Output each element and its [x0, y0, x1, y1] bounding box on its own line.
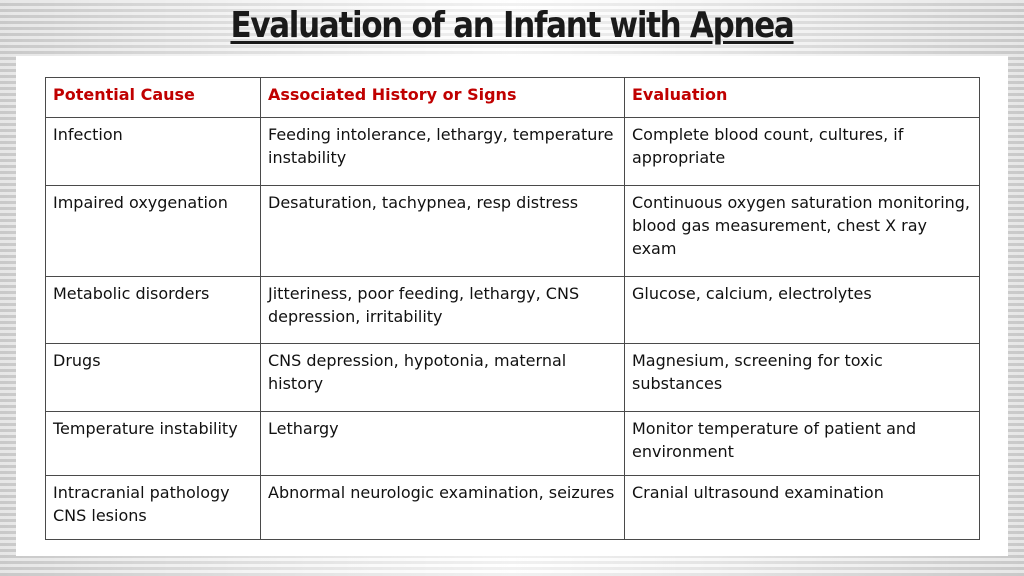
- table-row: [46, 186, 980, 277]
- header-associated-history: Associated History or Signs: [261, 78, 625, 118]
- table-row: [46, 412, 980, 476]
- cell-evaluation: Monitor temperature of patient and environment: [625, 412, 980, 476]
- cell-cause: Impaired oxygenation: [46, 186, 261, 277]
- cell-evaluation: Glucose, calcium, electrolytes: [625, 277, 980, 344]
- cell-cause: Temperature instability: [46, 412, 261, 476]
- table-row: [46, 344, 980, 412]
- header-potential-cause: Potential Cause: [46, 78, 261, 118]
- cell-evaluation: Complete blood count, cultures, if appropriate: [625, 118, 980, 186]
- cell-signs: Abnormal neurologic examination, seizures: [261, 476, 625, 540]
- cell-cause: Drugs: [46, 344, 261, 412]
- cell-cause: Metabolic disorders: [46, 277, 261, 344]
- apnea-evaluation-table: [45, 77, 980, 540]
- table-row: [46, 118, 980, 186]
- cell-signs: Lethargy: [261, 412, 625, 476]
- cell-signs: Desaturation, tachypnea, resp distress: [261, 186, 625, 277]
- table-row: [46, 277, 980, 344]
- cell-signs: Feeding intolerance, lethargy, temperature instability: [261, 118, 625, 186]
- table-header-row: [46, 78, 980, 118]
- cell-signs: Jitteriness, poor feeding, lethargy, CNS depression, irritability: [261, 277, 625, 344]
- cell-cause: Infection: [46, 118, 261, 186]
- cell-evaluation: Continuous oxygen saturation monitoring, blood gas measurement, chest X ray exam: [625, 186, 980, 277]
- cell-evaluation: Magnesium, screening for toxic substances: [625, 344, 980, 412]
- table-row: [46, 476, 980, 540]
- cell-cause: Intracranial pathology CNS lesions: [46, 476, 261, 540]
- cell-evaluation: Cranial ultrasound examination: [625, 476, 980, 540]
- cell-signs: CNS depression, hypotonia, maternal history: [261, 344, 625, 412]
- header-evaluation: Evaluation: [625, 78, 980, 118]
- slide-title: Evaluation of an Infant with Apnea: [230, 5, 794, 46]
